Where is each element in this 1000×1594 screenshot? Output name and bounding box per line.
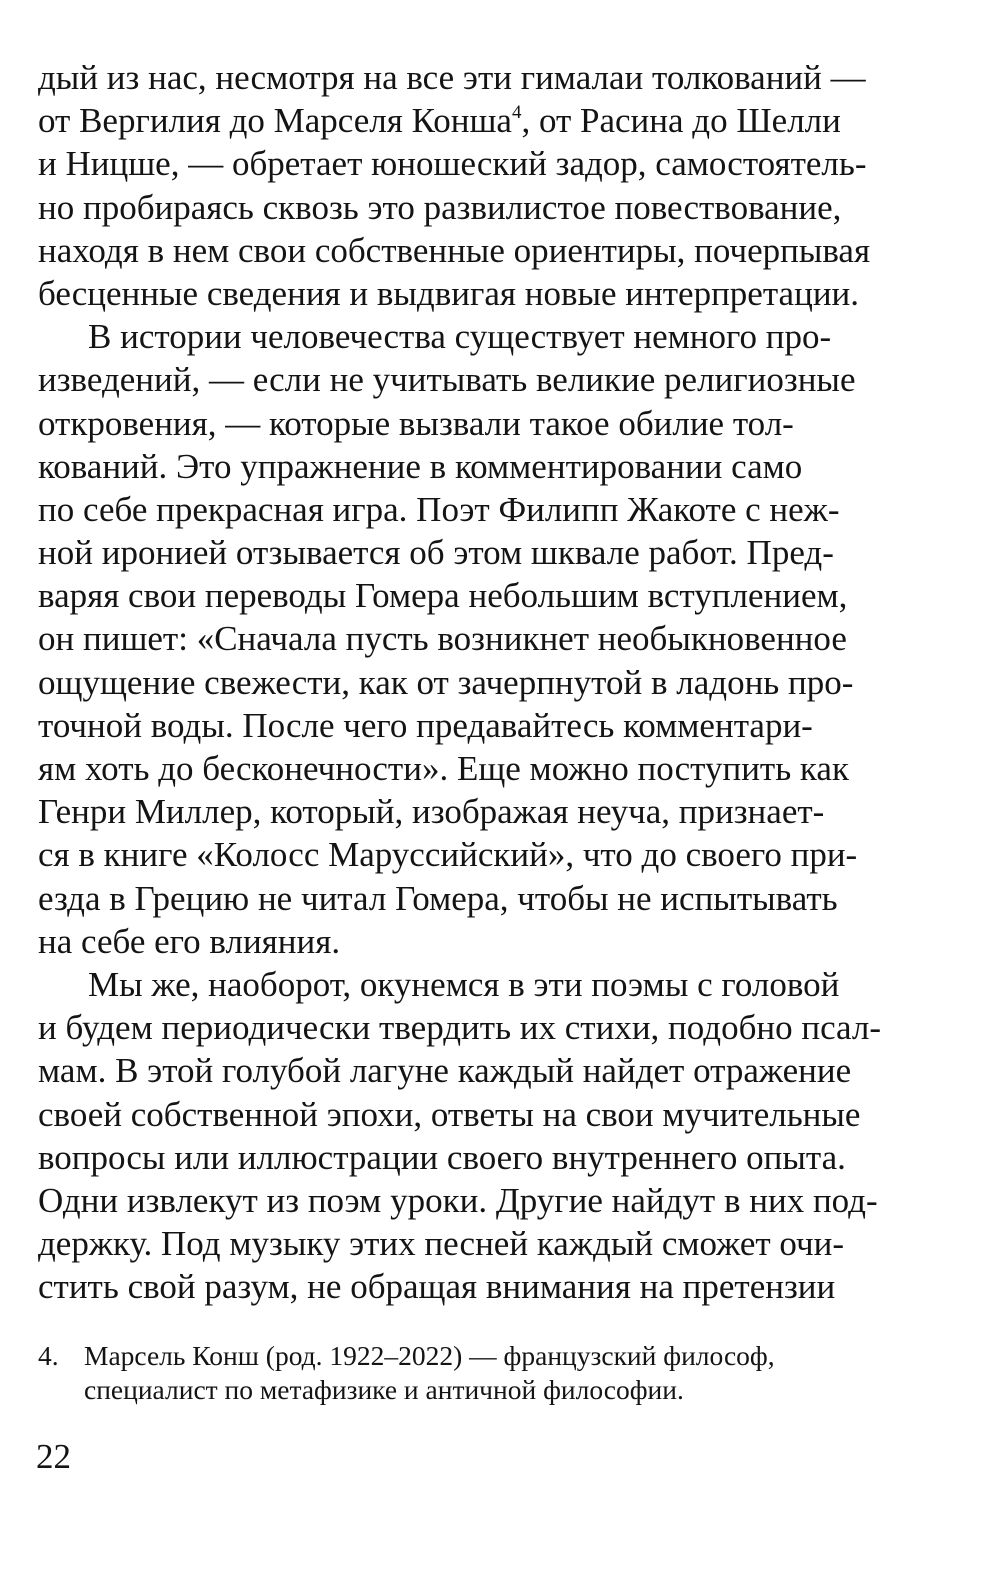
text-line-with-footnote [38, 99, 938, 142]
text-line: своей собственной эпохи, ответы на свои мучительные [38, 1094, 861, 1134]
text-line: варяя свои переводы Гомера небольшим вступлением, [38, 576, 848, 616]
footnote [38, 1339, 938, 1407]
text-line: на себе его влияния. [38, 921, 341, 961]
text-line-part: , от Расина до Шелли [521, 101, 841, 141]
paragraph-3 [38, 963, 938, 1309]
main-text [38, 56, 938, 1308]
text-line: В истории человечества существует немного про- [88, 317, 832, 357]
text-line: Генри Миллер, который, изображая неуча, признает- [38, 792, 825, 832]
text-line: изведений, — если не учитывать великие религиозные [38, 360, 856, 400]
text-line: вопросы или иллюстрации своего внутреннего опыта. [38, 1137, 846, 1177]
text-line: точной воды. После чего предавайтесь комментари- [38, 705, 813, 745]
text-line: но пробираясь сквозь это развилистое повествование, [38, 187, 842, 227]
text-line: кований. Это упражнение в комментировании само [38, 446, 803, 486]
paragraph-2 [38, 315, 938, 963]
text-line: и Ницше, — обретает юношеский задор, самостоятель- [38, 144, 867, 184]
page-number: 22 [36, 1437, 71, 1476]
text-line: и будем периодически твердить их стихи, подобно псал- [38, 1008, 882, 1048]
text-line: мам. В этой голубой лагуне каждый найдет отражение [38, 1051, 852, 1091]
text-line: ной иронией отзывается об этом шквале работ. Пред- [38, 533, 834, 573]
footnote-reference[interactable]: 4 [511, 102, 522, 124]
text-line-part: от Вергилия до Марселя Конша [38, 101, 512, 141]
footnote-text: специалист по метафизике и античной философии. [84, 1374, 684, 1405]
text-line: Одни извлекут из поэм уроки. Другие найдут в них под- [38, 1180, 878, 1220]
text-line: стить свой разум, не обращая внимания на претензии [38, 1267, 836, 1307]
text-line: Мы же, наоборот, окунемся в эти поэмы с головой [88, 964, 840, 1004]
text-line: ся в книге «Колосс Маруссийский», что до своего при- [38, 835, 858, 875]
text-line: находя в нем свои собственные ориентиры, почерпывая [38, 230, 871, 270]
text-line: держку. Под музыку этих песней каждый сможет очи- [38, 1224, 845, 1264]
text-line: езда в Грецию не читал Гомера, чтобы не испытывать [38, 878, 838, 918]
footnote-first-line [38, 1339, 938, 1373]
text-line: бесценные сведения и выдвигая новые интерпретации. [38, 273, 860, 313]
paragraph-1 [38, 56, 938, 315]
text-line: ям хоть до бесконечности». Еще можно поступить как [38, 749, 849, 788]
text-line: откровения, — которые вызвали такое обилие тол- [38, 403, 794, 443]
text-line: ощущение свежести, как от зачерпнутой в ладонь про- [38, 662, 854, 702]
text-line: он пишет: «Сначала пусть возникнет необыкновенное [38, 619, 847, 659]
text-line: дый из нас, несмотря на все эти гималаи толкований — [38, 58, 866, 97]
footnote-number: 4. [38, 1340, 59, 1371]
text-line: по себе прекрасная игра. Поэт Филипп Жакоте с неж- [38, 489, 840, 529]
footnote-text: Марсель Конш (род. 1922–2022) — французский философ, [84, 1340, 775, 1371]
